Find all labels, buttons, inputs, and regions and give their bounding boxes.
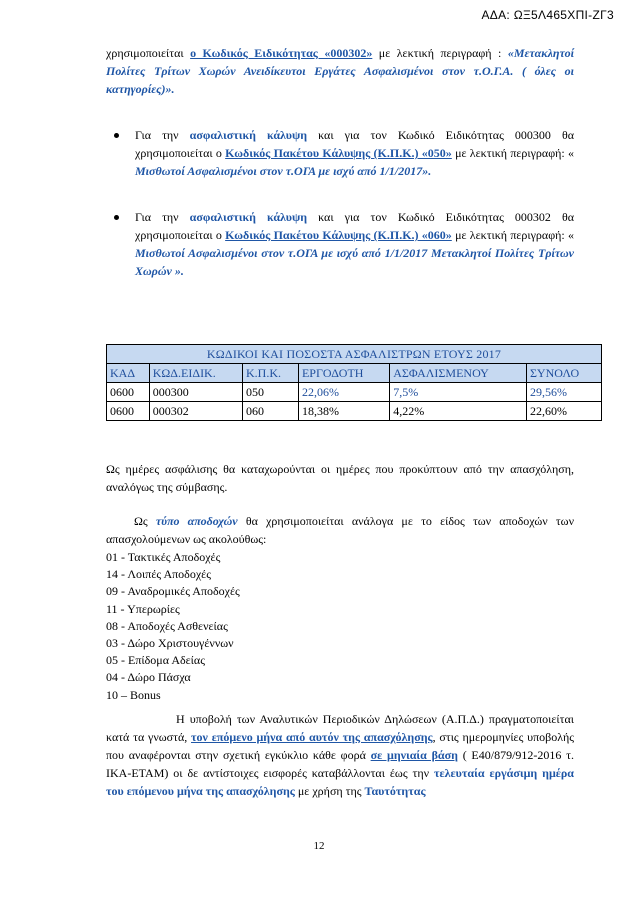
specialty-code-link[interactable]: ο Κωδικός Ειδικότητας «000302» (190, 46, 373, 60)
list-item: 04 - Δώρο Πάσχα (106, 670, 191, 685)
table-cell: 4,22% (390, 402, 527, 421)
table-cell: 18,38% (298, 402, 389, 421)
table-title: ΚΩΔΙΚΟΙ ΚΑΙ ΠΟΣΟΣΤΑ ΑΣΦΑΛΙΣΤΡΩΝ ΕΤΟΥΣ 2017 (107, 345, 602, 364)
table-cell: 0600 (107, 383, 150, 402)
table-cell: 050 (243, 383, 299, 402)
column-header: ΚΑΔ (107, 364, 150, 383)
submission-text: με χρήση της (294, 784, 365, 798)
submission-paragraph (106, 710, 574, 800)
column-header: ΕΡΓΟΔΟΤΗ (298, 364, 389, 383)
page-number: 12 (313, 840, 325, 852)
bullet-text-part: και για τον Κωδικό Ειδικότητας 000300 θα χρησιμοποιείται ο (135, 128, 574, 160)
table-cell: 22,60% (526, 402, 601, 421)
coverage-emphasis: ασφαλιστική κάλυψη (189, 128, 308, 142)
list-item: 08 - Αποδοχές Ασθενείας (106, 618, 228, 633)
table-cell: 000302 (149, 402, 242, 421)
pay-types-text: θα χρησιμοποιείται ανάλογα με το είδος των αποδοχών των απασχολούμενων ως ακολούθως: (106, 514, 574, 546)
bullet-text-part: και για τον Κωδικό Ειδικότητας 000302 θα χρησιμοποιείται ο (135, 210, 574, 242)
ada-code: ΑΔΑ: ΩΞ5Λ465ΧΠΙ-ΖΓ3 (481, 8, 614, 22)
table-cell: 000300 (149, 383, 242, 402)
contribution-rates-table (106, 344, 602, 421)
list-item: 01 - Τακτικές Αποδοχές (106, 550, 221, 564)
intro-text-2: με λεκτική περιγραφή : (372, 46, 508, 60)
column-header: ΚΩΔ.ΕΙΔΙΚ. (149, 364, 242, 383)
bullet-dot-icon (114, 133, 119, 138)
submission-emphasis-next-month: τον επόμενο μήνα από αυτόν της απασχόλησης (191, 730, 433, 744)
coverage-package-link-050[interactable]: Κωδικός Πακέτου Κάλυψης (Κ.Π.Κ.) «050» (225, 146, 452, 160)
pay-types-emphasis: τύπο αποδοχών (155, 514, 238, 528)
table-row (107, 383, 602, 402)
table-cell: 29,56% (526, 383, 601, 402)
column-header: ΣΥΝΟΛΟ (526, 364, 601, 383)
column-header: Κ.Π.Κ. (243, 364, 299, 383)
table-cell: 7,5% (390, 383, 527, 402)
bullet-text (135, 126, 574, 180)
pay-types-paragraph (106, 512, 574, 548)
pay-types-list (106, 549, 574, 704)
coverage-package-link-060[interactable]: Κωδικός Πακέτου Κάλυψης (Κ.Π.Κ.) «060» (225, 228, 452, 242)
insurance-days-paragraph: Ως ημέρες ασφάλισης θα καταχωρούνται οι ημέρες που προκύπτουν από την απασχόληση, αναλόγως της σύμβασης. (106, 462, 574, 494)
table-row (107, 402, 602, 421)
submission-text: ( Ε40/879/912-2016 τ. ΙΚΑ-ΕΤΑΜ) οι δε αντίστοιχες εισφορές καταβάλλονται έως την (106, 748, 574, 780)
intro-paragraph (106, 44, 574, 98)
list-item: 09 - Αναδρομικές Αποδοχές (106, 584, 240, 599)
specialty-description: «Μετακλητοί Πολίτες Τρίτων Χωρών Ανειδίκευτοι Εργάτες Ασφαλισμένοι στον τ.Ο.Γ.Α. ( όλες οι κατηγορίες)». (106, 46, 574, 96)
intro-text-1: χρησιμοποιείται (106, 46, 191, 60)
submission-emphasis-monthly: σε μηνιαία βάση (370, 748, 458, 762)
submission-emphasis-last-day: τελευταία εργάσιμη ημέρα του επόμενου μήνα της απασχόλησης (106, 766, 574, 798)
column-header: ΑΣΦΑΛΙΣΜΕΝΟΥ (390, 364, 527, 383)
coverage-description-060: Μισθωτοί Ασφαλισμένοι στον τ.ΟΓΑ με ισχύ από 1/1/2017 Μετακλητοί Πολίτες Τρίτων Χωρών ». (135, 246, 574, 278)
bullet-text-part: με λεκτική περιγραφή: « (451, 146, 574, 160)
submission-text: Η υποβολή των Αναλυτικών Περιοδικών Δηλώσεων (Α.Π.Δ.) πραγματοποιείται κατά τα γνωστά, (106, 712, 574, 744)
bullet-dot-icon (114, 215, 119, 220)
list-item: 05 - Επίδομα Αδείας (106, 653, 205, 668)
table-header-row (107, 364, 602, 383)
list-item: 14 - Λοιπές Αποδοχές (106, 567, 211, 582)
submission-emphasis-identity: Ταυτότητας (364, 784, 426, 798)
table-cell: 060 (243, 402, 299, 421)
list-item: 03 - Δώρο Χριστουγέννων (106, 636, 234, 651)
bullet-text (135, 208, 574, 280)
table-cell: 22,06% (298, 383, 389, 402)
pay-types-text: Ως (134, 514, 156, 528)
bullet-text-part: Για την (135, 210, 190, 224)
table-cell: 0600 (107, 402, 150, 421)
list-item: 11 - Υπερωρίες (106, 601, 180, 616)
bullet-text-part: με λεκτική περιγραφή: « (451, 228, 574, 242)
list-item: 10 – Bonus (106, 687, 161, 702)
bullet-text-part: Για την (135, 128, 190, 142)
coverage-emphasis: ασφαλιστική κάλυψη (189, 210, 308, 224)
coverage-description-050: Μισθωτοί Ασφαλισμένοι στον τ.ΟΓΑ με ισχύ από 1/1/2017». (135, 164, 432, 178)
submission-text: , στις ημερομηνίες υποβολής που αναφέρονται στην σχετική εγκύκλιο κάθε φορά (106, 730, 574, 762)
